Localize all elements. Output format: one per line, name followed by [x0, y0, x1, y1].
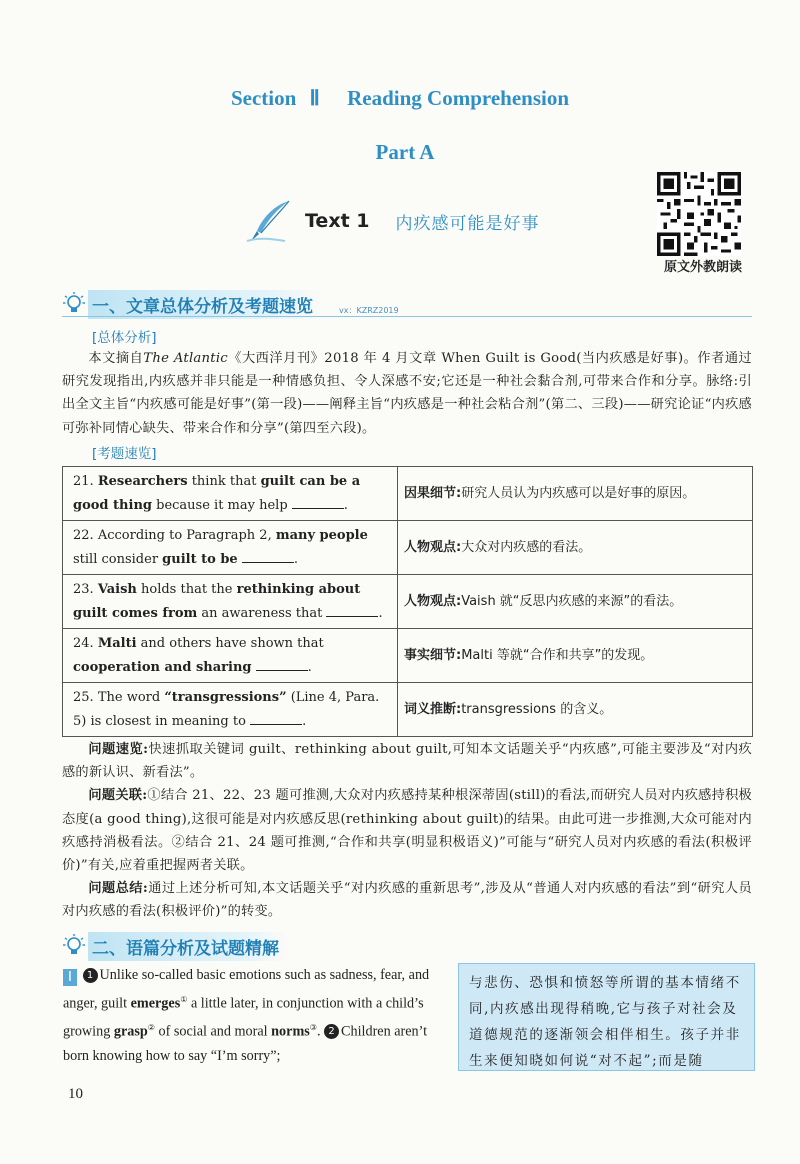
question-link-label: 问题关联:	[88, 788, 148, 804]
qr-label: 原文外教朗读	[663, 260, 742, 275]
question-type-text: Vaish 就“反思内疚感的来源”的看法。	[461, 593, 683, 609]
question-preview-heading: [考题速览]	[92, 446, 157, 462]
question-keyword: cooperation and sharing	[73, 659, 252, 675]
question-type-text: 大众对内疚感的看法。	[461, 539, 592, 555]
section-1-header	[62, 291, 321, 317]
question-text: because it may help	[151, 497, 292, 513]
vocab-grasp: grasp	[113, 1023, 148, 1040]
question-summary-label: 问题总结:	[88, 881, 149, 897]
sentence-1-part-a: Unlike so-called basic emotions such as sadness, fear, and anger, guilt	[63, 967, 430, 1012]
question-speed-text: 快速抓取关键词 guilt、rethinking about guilt,可知本文话题关乎“内疚感”,可能主要涉及“对内疚感的新认识、新看法”。	[62, 742, 752, 781]
sentence-number-2: 2	[324, 1024, 339, 1039]
question-table	[62, 466, 753, 737]
question-cell	[63, 467, 398, 521]
sentence-1-part-b: a little later, in conjunction with a child’s growing	[63, 995, 424, 1040]
note-2: ②	[147, 1022, 155, 1032]
question-speed-paragraph	[62, 738, 752, 784]
question-text: The word	[97, 689, 165, 705]
sentence-1-end: .	[316, 1023, 321, 1040]
page-number: 10	[68, 1086, 83, 1102]
question-text: still consider	[73, 551, 163, 567]
source-title: The Atlantic	[143, 351, 228, 366]
part-title: Part A	[375, 140, 435, 164]
section-2-header	[62, 933, 287, 959]
text-number: Text 1	[305, 210, 370, 232]
question-text: think that	[187, 473, 261, 489]
question-summary-paragraph	[62, 877, 752, 923]
vocab-norms: norms	[271, 1023, 310, 1040]
question-keyword: guilt can be a good thing	[73, 473, 361, 513]
section-name: Reading Comprehension	[347, 86, 570, 110]
question-keyword: Researchers	[97, 473, 188, 489]
question-keyword: many people	[275, 527, 368, 543]
note-1: ①	[180, 994, 188, 1004]
answer-blank	[256, 656, 308, 671]
lightbulb-icon	[62, 291, 86, 317]
question-type-label: 词义推断:	[404, 701, 462, 717]
sentence-1-part-c: of social and moral	[154, 1023, 272, 1040]
question-type-text: transgressions 的含义。	[461, 701, 613, 717]
section-roman: Ⅱ	[309, 86, 320, 110]
question-type-label: 因果细节:	[404, 485, 462, 501]
question-text: According to Paragraph 2,	[97, 527, 276, 543]
section-2-title: 二、语篇分析及试题精解	[88, 932, 287, 961]
lightbulb-icon	[62, 933, 86, 959]
watermark: vx：KZRZ2019	[339, 306, 399, 315]
note-3: ③	[309, 1022, 317, 1032]
question-type-text: Malti 等就“合作和共享”的发现。	[461, 647, 654, 663]
overall-analysis-heading: [总体分析]	[92, 330, 157, 346]
question-text: .	[302, 713, 307, 729]
translation-box: 与悲伤、恐惧和愤怒等所谓的基本情绪不同,内疚感出现得稍晚,它与孩子对社会及道德规范的逐渐领会相伴相生。孩子并非生来便知晓如何说“对不起”;而是随	[458, 963, 755, 1071]
table-row	[63, 467, 753, 521]
english-passage	[63, 963, 443, 1068]
question-keyword: “transgressions”	[164, 689, 287, 705]
question-type-cell	[398, 683, 753, 737]
answer-blank	[292, 494, 344, 509]
text-title	[245, 196, 540, 246]
question-cell	[63, 521, 398, 575]
question-text: .	[293, 551, 298, 567]
quill-pen-icon	[245, 197, 293, 245]
question-number: 25.	[73, 689, 94, 705]
overall-analysis-paragraph	[62, 347, 752, 440]
sentence-2-part-a: Children aren’t born knowing how to say “I’m sorry”;	[63, 1023, 428, 1064]
question-type-cell	[398, 575, 753, 629]
answer-blank	[326, 602, 378, 617]
overall-text-a: 本文摘自	[88, 351, 144, 366]
text-title-cn: 内疚感可能是好事	[395, 213, 540, 234]
question-type-cell	[398, 521, 753, 575]
question-text: an awareness that	[197, 605, 327, 621]
section-1-rule	[62, 316, 752, 317]
question-text: (Line 4, Para. 5) is closest in meaning to	[73, 689, 380, 729]
table-row	[63, 629, 753, 683]
analysis-block	[62, 738, 752, 924]
table-row	[63, 683, 753, 737]
answer-blank	[242, 548, 294, 563]
question-type-label: 人物观点:	[404, 539, 462, 555]
table-row	[63, 575, 753, 629]
question-number: 24.	[73, 635, 94, 651]
vocab-emerges: emerges	[130, 995, 181, 1012]
question-speed-label: 问题速览:	[88, 742, 149, 757]
question-text: .	[343, 497, 348, 513]
section-title	[0, 86, 800, 111]
question-text: .	[378, 605, 383, 621]
question-keyword: rethinking about guilt comes from	[73, 581, 361, 621]
question-number: 23.	[73, 581, 94, 597]
question-type-label: 人物观点:	[404, 593, 462, 609]
answer-blank	[250, 710, 302, 725]
question-text: .	[307, 659, 312, 675]
question-cell	[63, 683, 398, 737]
question-text: holds that the	[136, 581, 237, 597]
qr-code-icon[interactable]	[657, 172, 741, 256]
section-label: Section	[230, 86, 297, 110]
question-keyword: Malti	[97, 635, 137, 651]
question-type-cell	[398, 467, 753, 521]
question-summary-text: 通过上述分析可知,本文话题关乎“对内疚感的重新思考”,涉及从“普通人对内疚感的看法”到“研究人员对内疚感的看法(积极评价)”的转变。	[62, 881, 752, 920]
question-cell	[63, 629, 398, 683]
question-text: and others have shown that	[136, 635, 324, 651]
sentence-number-1: 1	[83, 968, 98, 983]
question-cell	[63, 575, 398, 629]
section-1-title: 一、文章总体分析及考题速览	[88, 290, 321, 319]
overall-text-b: 《大西洋月刊》2018 年 4 月文章 When Guilt is Good(当内疚感是好事)。作者通过研究发现指出,内疚感并非只能是一种情感负担、令人深感不安;它还是一种社会黏合剂,可带来合作和分享。脉络:引出全文主旨“内疚感可能是好事”(第一段)——阐释主旨“内疚感是一种社会粘合剂”(第二、三段)——研究论证“内疚感可弥补同情心缺失、带来合作和分享”(第四至六段)。	[62, 351, 752, 436]
question-number: 21.	[73, 473, 94, 489]
question-type-label: 事实细节:	[404, 647, 462, 663]
paragraph-marker: Ⅰ	[63, 969, 77, 986]
question-link-text: ①结合 21、22、23 题可推测,大众对内疚感持某种根深蒂固(still)的看法,而研究人员对内疚感持积极态度(a good thing),这很可能是对内疚感反思(rethinking about guilt)的结果。由此可进一步推测,大众可能对内疚感持消极看法。②结合 21、24 题可推测,“合作和共享(明显积极语义)”可能与“研究人员对内疚感的看法(积极评价)”有关,应着重把握两者关联。	[62, 788, 752, 874]
question-link-paragraph	[62, 784, 752, 877]
question-type-cell	[398, 629, 753, 683]
question-type-text: 研究人员认为内疚感可以是好事的原因。	[461, 485, 696, 501]
question-keyword: guilt to be	[162, 551, 238, 567]
question-number: 22.	[73, 527, 94, 543]
table-row	[63, 521, 753, 575]
question-keyword: Vaish	[97, 581, 137, 597]
